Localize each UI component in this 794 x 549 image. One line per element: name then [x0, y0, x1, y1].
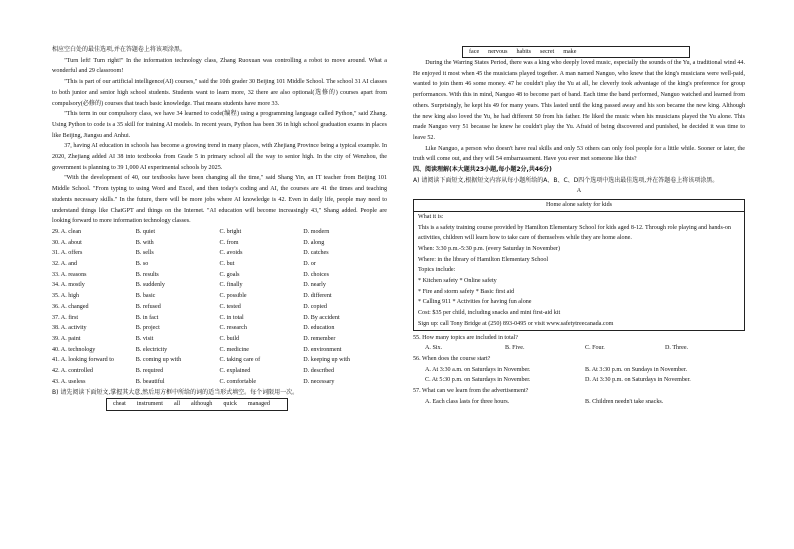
option-row — [52, 366, 387, 377]
word-box-word: managed — [247, 401, 270, 408]
option: D. along — [303, 239, 325, 246]
word-box-word: face — [469, 49, 480, 55]
question-57-options — [413, 397, 745, 408]
option: C. bright — [219, 228, 242, 235]
option: B. sells — [135, 250, 154, 257]
option: 43. A. useless — [52, 378, 86, 385]
option: B. quiet — [135, 228, 156, 235]
option: D. environment — [303, 346, 342, 353]
section-b — [52, 388, 387, 399]
option: 41. A. looking forward to — [52, 357, 114, 364]
cloze-paragraph-2: "This is part of our artificial intelligence(AI) courses," said the 10th grader 30 Beijing 101 Middle School. The school 31 AI classes to both junior and senior high school students. Students want to learn more, 32 there are also optional(选修的) courses apart from compulsory(必修的) courses that teach basic knowledge. That means students have more 33. — [52, 79, 387, 107]
option: C. from — [219, 239, 239, 246]
cloze-paragraph-1: "Turn left! Turn right!" In the information technology class, Zhang Ruoxuan was controlling a robot to move around. What a wonderful and 29 classroom! — [52, 57, 387, 75]
option: 40. A. technology — [52, 346, 96, 353]
option: A. At 3:30 a.m. on Saturdays in November. — [425, 366, 531, 373]
option: A. Each class lasts for three hours. — [425, 398, 510, 405]
notice-line: Sign up: call Tony Bridge at (250) 893-0495 or visit www.safetytreecanada.com — [418, 320, 614, 327]
option: D. different — [303, 293, 332, 300]
question-56: 56. When does the course start? — [413, 355, 491, 362]
option: D. education — [303, 325, 335, 332]
left-column — [52, 45, 387, 411]
option: D. or — [303, 261, 316, 268]
notice-box — [413, 199, 745, 330]
option: D. At 3:30 p.m. on Saturdays in November. — [585, 377, 691, 384]
option: B. so — [135, 261, 149, 268]
section-instruction: A) 请阅读下面短文,根据短文内容从每小题所给的A、B、C、D四个选项中选出最佳选项,并在答题卷上将该项涂黑。 — [413, 176, 719, 184]
option: D. choices — [303, 271, 329, 278]
section-title: 四、阅读理解(本大题共23小题,每小题2分,共46分) — [413, 166, 552, 174]
option-row — [52, 323, 387, 334]
word-box-word: instrument — [136, 401, 163, 408]
question-55-options — [413, 343, 745, 354]
intro-instruction: 相应空白处的最佳选项,并在答题卷上将该项涂黑。 — [52, 46, 186, 53]
question-57: 57. What can we learn from the advertisement? — [413, 388, 529, 395]
option-row — [52, 270, 387, 281]
option-row — [52, 280, 387, 291]
option: B. visit — [135, 335, 154, 342]
option-row — [52, 291, 387, 302]
option-row — [52, 377, 387, 388]
option: 42. A. controlled — [52, 368, 93, 375]
option-row — [52, 313, 387, 324]
option: C. At 5:30 p.m. on Saturdays in November. — [425, 377, 531, 384]
option: C. possible — [219, 293, 247, 300]
option: D. By accident — [303, 314, 340, 321]
option: B. suddenly — [135, 282, 165, 289]
option: D. keeping up with — [303, 357, 350, 364]
option: A. Six. — [425, 345, 443, 352]
option: B. Children needn't take snacks. — [585, 398, 664, 405]
option: 30. A. about — [52, 239, 82, 246]
cloze-paragraph-5: "With the development of 40, our textbooks have been changing all the time," said Shang Yin, an IT teacher from Beijing 101 Middle School. "From typing to using Word and Excel, and then today's coding and AI, the courses are 41 the times and teaching students necessary skills." In the future, there will be more jobs where AI knowledge is 42. Even in daily life, people may need to understand things like ChatGPT and things on the Internet. "AI education will become increasingly 43," Shang added. People are looking forward to more information technology classes. — [52, 175, 387, 225]
option: C. build — [219, 335, 240, 342]
word-box-word: make — [563, 49, 577, 55]
option: C. explained — [219, 368, 251, 375]
option-row — [52, 334, 387, 345]
option: D. remember — [303, 335, 336, 342]
notice-line: Topics include: — [418, 267, 456, 274]
question-56-options — [413, 365, 745, 386]
option: 39. A. paint — [52, 335, 81, 342]
notice-line: When: 3:30 p.m.-5:30 p.m. (every Saturday in November) — [418, 245, 560, 252]
story-paragraph-2: Like Nanguo, a person who doesn't have real skills and only 53 others can only fool people for a little while. Sooner or later, the truth will come out, and they will 54 embarrassment. Have you ever met someone like this? — [413, 145, 745, 163]
word-box-top — [462, 46, 690, 58]
option: C. taking care of — [219, 357, 261, 364]
option-row — [52, 355, 387, 366]
notice-line: This is a safety training course provided by Hamilton Elementary School for kids aged 8-12. Through role playing and hands-on activities, children will learn how to take care of themselves while they are home alone. — [418, 224, 731, 242]
option-row — [52, 227, 387, 238]
cloze-options — [52, 227, 387, 388]
option: B. At 3:30 p.m. on Sundays in November. — [585, 366, 688, 373]
option: C. Four. — [585, 345, 605, 352]
cloze-paragraph-3: "This term in our compulsory class, we have 34 learned to code(编程) using a programming language called Python," said Zhang. Using Python to code is a 35 skill for training AI models. In recent years, Python has been 36 in high school graduation exams in places like Beijing, Jiangsu and Anhui. — [52, 111, 387, 139]
option: B. required — [135, 368, 164, 375]
option: C. but — [219, 261, 235, 268]
notice-line: Cost: $35 per child, including snacks and mini first-aid kit — [418, 310, 561, 317]
option-row — [52, 248, 387, 259]
notice-line: What it is: — [418, 213, 444, 220]
option: 33. A. reasons — [52, 271, 87, 278]
word-box-word: although — [191, 401, 213, 408]
word-box-word: quick — [223, 401, 237, 408]
option: 32. A. and — [52, 261, 78, 268]
option: B. coming up with — [135, 357, 182, 364]
option: 35. A. high — [52, 293, 80, 300]
option-row — [52, 259, 387, 270]
option: C. medicine — [219, 346, 249, 353]
word-box-word: habits — [516, 49, 532, 55]
notice-line: Where: in the library of Hamilton Elementary School — [418, 256, 549, 263]
notice-body — [414, 212, 744, 330]
option: D. catches — [303, 250, 329, 257]
option: C. comfortable — [219, 378, 257, 385]
option: 31. A. offers — [52, 250, 83, 257]
option: B. project — [135, 325, 160, 332]
notice-line: * Kitchen safety * Online safety — [418, 278, 497, 285]
option: B. electricity — [135, 346, 168, 353]
option: B. in fact — [135, 314, 159, 321]
word-box-word: secret — [540, 49, 555, 55]
notice-line: * Calling 911 * Activities for having fun alone — [418, 299, 532, 306]
option: D. modern — [303, 228, 330, 235]
option: C. avoids — [219, 250, 243, 257]
option: B. beautiful — [135, 378, 165, 385]
option: D. copied — [303, 303, 327, 310]
option: 38. A. activity — [52, 325, 87, 332]
word-box-word: all — [173, 401, 181, 408]
option: D. necessary — [303, 378, 335, 385]
option: 36. A. changed — [52, 303, 89, 310]
story-paragraph-1: During the Warring States Period, there was a king who deeply loved music, especially the sounds of the Yu, a traditional wind 44. He enjoyed it most when 45 the musicians played together. A man named Nanguo, who knew that the king's musicians were well-paid, wanted to join them 46 some money. 47 he couldn't play the Yu at all, he cleverly took advantage of the king's preference for group performances. With this in mind, Nanguo 48 to become part of band. Each time the band performed, Nanguo watched and learned from others. Surprisingly, he kept his 49 for many years. This lasted until the king passed away and his son became the new king. Although the new king also loved the Yu, he had different 50 from his father. He liked the music when his musicians played the Yu alone. This made Nanguo very 51 because he knew he couldn't play the Yu. Afraid of being discovered and punished, he decided it was time to leave 52. — [413, 60, 745, 141]
option: B. refused — [135, 303, 161, 310]
notice-title: Home alone safety for kids — [414, 200, 744, 212]
word-box — [52, 398, 387, 411]
option: C. in total — [219, 314, 244, 321]
option: D. Three. — [665, 345, 689, 352]
option: B. results — [135, 271, 159, 278]
option: 37. A. first — [52, 314, 79, 321]
option-row — [52, 345, 387, 356]
notice-line: * Fire and storm safety * Basic first aid — [418, 288, 515, 295]
option: C. research — [219, 325, 247, 332]
option: C. goals — [219, 271, 240, 278]
option: 29. A. clean — [52, 228, 82, 235]
option-row — [52, 238, 387, 249]
word-box-word: nervous — [488, 49, 508, 55]
word-box-word: cheat — [113, 401, 126, 408]
option-row — [52, 302, 387, 313]
option: D. described — [303, 368, 335, 375]
passage-label: A — [576, 188, 582, 195]
section-b-word-box — [106, 398, 288, 411]
section-b-instruction: B) 请先阅读下面短文,掌握其大意,然后用方框中所给的词的适当形式填空。每个词限用一次。 — [52, 388, 299, 396]
option: 34. A. mostly — [52, 282, 85, 289]
option: D. nearly — [303, 282, 326, 289]
option: C. finally — [219, 282, 243, 289]
option: C. tested — [219, 303, 241, 310]
right-column — [413, 58, 745, 408]
option: B. basic — [135, 293, 156, 300]
question-55: 55. How many topics are included in total? — [413, 334, 518, 341]
cloze-paragraph-4: 37, having AI education in schools has become a growing trend in many places, with Zhejiang Province being a typical example. In 2020, Zhejiang added AI 38 into textbooks from Grade 5 in primary school all the way to senior high. In the city of Wenzhou, the government is planning to 39 1,000 AI experimental schools by 2025. — [52, 143, 387, 171]
option: B. Five. — [505, 345, 525, 352]
option: B. with — [135, 239, 154, 246]
